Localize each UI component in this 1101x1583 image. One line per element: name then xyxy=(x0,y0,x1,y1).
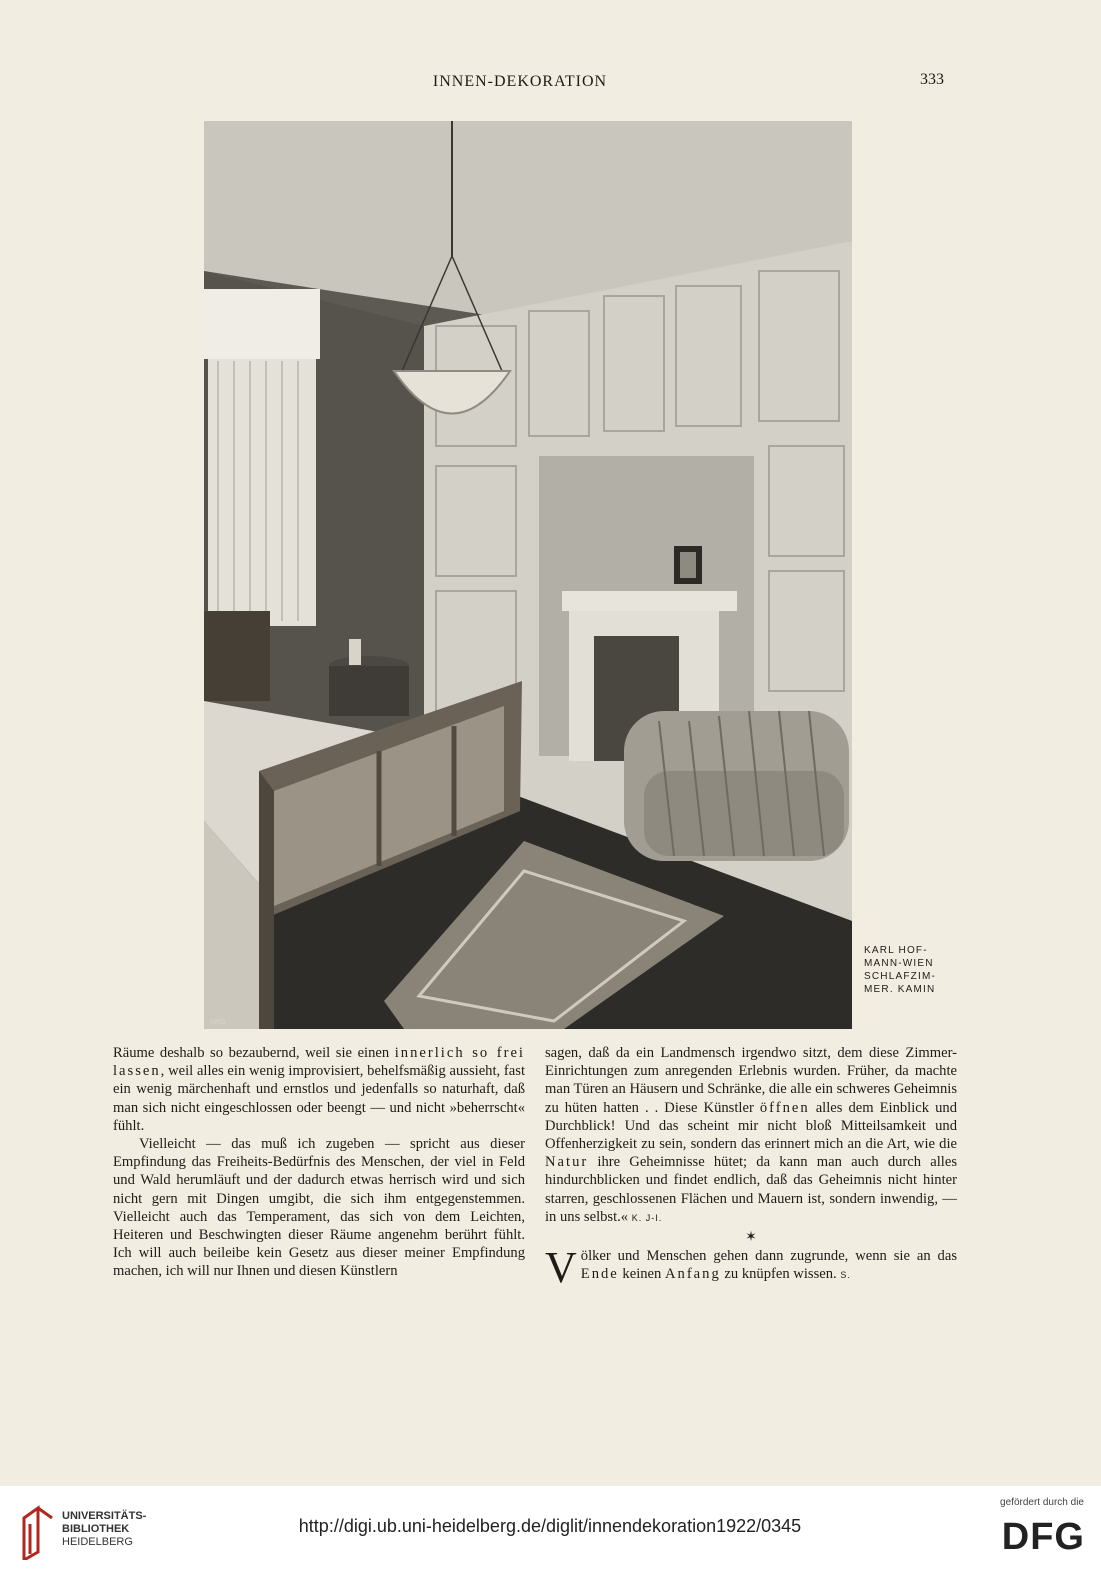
emphasis-spaced: öffnen xyxy=(759,1099,810,1116)
running-head: INNEN-DEKORATION xyxy=(432,73,608,90)
paragraph: Vielleicht — das muß ich zugeben — spricht aus dieser Empfindung das Freiheits-Bedürfnis des Menschen, der viel in Feld und Wald herumläuft und der dadurch etwas herrisch wird und sich nicht gern mit Dingen umgibt, die sich ihm entgegenstemmen. Vielleicht auch das Temperament, das sich von dem Leichten, Heiteren und Beschwingten dieser Räume angenehm berührt fühlt. Ich will auch beileibe kein Gesetz aus dieser meiner Empfindung machen, ich will nur Ihnen und diesen Künstlern xyxy=(113,1136,525,1280)
paragraph xyxy=(113,1044,525,1135)
text-run: alles dem Einblick und Durchblick! Und das scheint mir nicht bloß Mitteilsamkeit und Offenherzigkeit zu sein, sondern das erinnert mich an die Art, wie die xyxy=(545,1099,957,1153)
emphasis-spaced: Ende xyxy=(580,1266,619,1283)
paragraph xyxy=(545,1243,957,1293)
bedroom-photograph xyxy=(204,121,852,1029)
paragraph xyxy=(545,1044,957,1227)
text-column-left xyxy=(113,1044,525,1281)
text-run: ölker und Menschen gehen dann zugrunde, wenn sie an das xyxy=(580,1248,957,1265)
text-run: zu knüpfen wissen. xyxy=(720,1266,841,1283)
caption-line: KARL HOF- xyxy=(864,945,928,956)
caption-line: MER. KAMIN xyxy=(864,984,936,995)
caption-line: SCHLAFZIM- xyxy=(864,971,936,982)
funding-note: gefördert durch die xyxy=(1000,1497,1084,1508)
page-number: 333 xyxy=(920,71,944,88)
university-library-logo-icon xyxy=(20,1504,56,1560)
author-signature: K. J-I. xyxy=(631,1212,663,1223)
dfg-logo: DFG xyxy=(1001,1516,1085,1558)
photo-printer-mark: NRG xyxy=(210,1019,226,1026)
caption-line: MANN-WIEN xyxy=(864,958,934,969)
library-name-line: HEIDELBERG xyxy=(62,1536,133,1548)
section-separator-star: ✶ xyxy=(745,1230,757,1246)
emphasis-spaced: innerlich so frei lassen xyxy=(113,1045,525,1080)
text-run: Räume deshalb so bezaubernd, weil sie einen xyxy=(113,1045,395,1061)
source-url-link[interactable]: http://digi.ub.uni-heidelberg.de/diglit/innendekoration1922/0345 xyxy=(298,1516,802,1536)
text-column-right xyxy=(545,1044,957,1293)
author-signature: S. xyxy=(840,1270,851,1281)
text-run: , weil alles ein wenig improvisiert, behelfsmäßig aussieht, fast ein wenig märchenhaft und ernstlos und jedenfalls so naturhaft, daß man sich nicht eingeschlossen oder beengt — und nicht »beherrscht« fühlt. xyxy=(113,1063,525,1134)
emphasis-spaced: Anfang xyxy=(664,1266,721,1283)
text-run: ihre Geheimnisse hütet; da kann man auch durch alles hindurchblicken und findet endlich, daß das Geheimnis nicht hinter starren, geschlossenen Flächen und Mauern ist, sondern inwendig, — in uns selbst.« xyxy=(545,1154,957,1225)
digitization-footer xyxy=(0,1486,1101,1583)
library-name-line: UNIVERSITÄTS- xyxy=(62,1510,147,1522)
library-name xyxy=(62,1510,146,1549)
emphasis-spaced: Natur xyxy=(545,1154,589,1171)
text-run: sagen, daß da ein Landmensch irgendwo sitzt, dem diese Zimmer-Einrichtungen zum anregenden Erlebnis wurden. Früher, da machte man Türen an Häusern und Schränke, die alle ein schweres Geheimnis zu hüten hatten . . Diese Künstler xyxy=(545,1045,957,1116)
text-run: keinen xyxy=(618,1266,665,1283)
drop-cap: V xyxy=(545,1243,577,1293)
library-name-line: BIBLIOTHEK xyxy=(62,1523,130,1535)
photo-caption xyxy=(864,944,964,996)
